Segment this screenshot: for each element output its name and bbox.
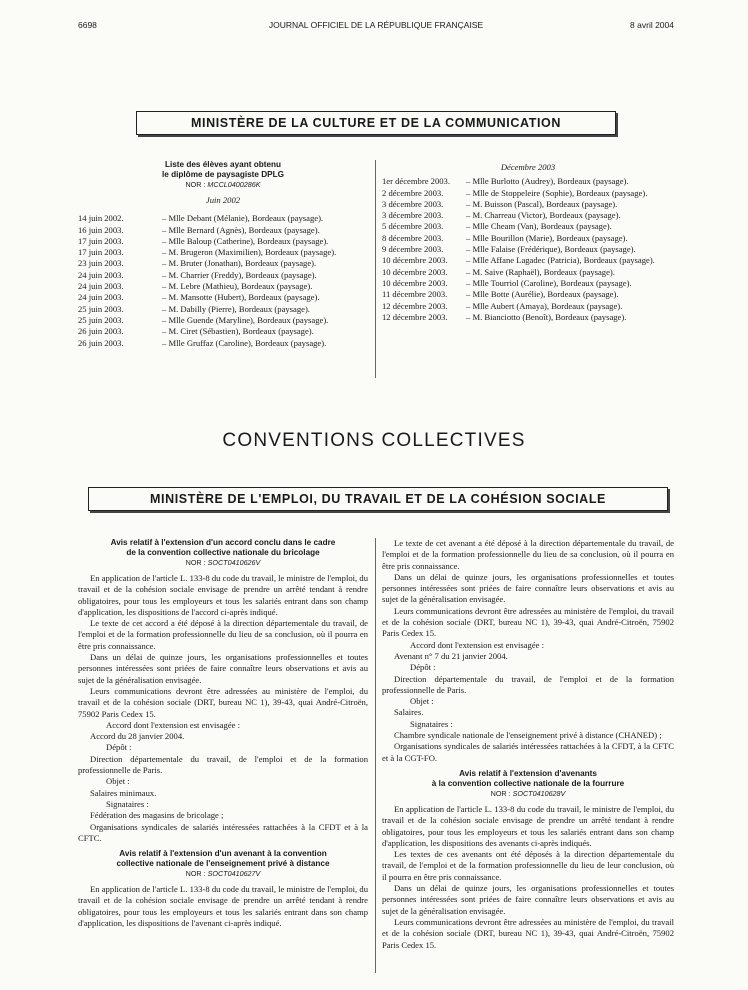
entry-date: 26 juin 2003.: [78, 337, 124, 348]
entry-date: 17 juin 2003.: [78, 235, 124, 246]
diploma-list-title: Liste des élèves ayant obtenu le diplôme de paysagiste DPLG: [162, 160, 284, 179]
column-divider: [375, 160, 376, 378]
june-heading: Juin 2002: [205, 195, 241, 205]
accord-label: Accord dont l'extension est envisagée :: [106, 719, 240, 730]
entry-name: – Mlle Bernard (Agnès), Bordeaux (paysage).: [162, 224, 320, 235]
signataires-value: Organisations syndicales de salariés intéressées rattachées à la CFDT, à la CFTC et à la CGT-FO.: [382, 741, 674, 763]
diploma-entry: [78, 326, 368, 337]
entry-name: – M. Mansotte (Hubert), Bordeaux (paysage).: [162, 292, 320, 303]
diploma-entry: [78, 304, 368, 315]
paragraph: En application de l'article L. 133-8 du code du travail, le ministre de l'emploi, du travail et de la cohésion sociale envisage de prendre un arrêté tendant à rendre obligatoires, pour tous les employeurs et tous les salariés entrant dans son champ d'application, les dispositions de l'accord ci-après indiqué.: [78, 573, 368, 617]
accord-value: Accord du 28 janvier 2004.: [90, 731, 185, 742]
diploma-entry: [78, 270, 368, 281]
entry-name: – Mlle Affane Lagadec (Patricia), Bordeaux (paysage).: [466, 255, 655, 266]
objet-label: Objet :: [106, 776, 130, 787]
journal-title: JOURNAL OFFICIEL DE LA RÉPUBLIQUE FRANÇAISE: [268, 20, 484, 30]
entry-name: – M. Bianciotto (Benoît), Bordeaux (paysage).: [466, 311, 627, 322]
paragraph: Les textes de ces avenants ont été déposés à la direction départementale du travail, de l'emploi et de la formation professionnelle du lieu de leur conclusion, où il pourra en être pris connaissance.: [382, 849, 674, 882]
paragraph: Le texte de cet avenant a été déposé à la direction départementale du travail, de l'emploi et de la formation professionnelle du lieu de sa conclusion, où il pourra en être pris connaissance.: [382, 538, 674, 571]
entry-name: – Mlle Guende (Maryline), Bordeaux (paysage).: [162, 314, 329, 325]
entry-name: – M. Lebre (Mathieu), Bordeaux (paysage).: [162, 281, 313, 292]
depot-value: Direction départementale du travail, de l'emploi et de la formation professionnelle de Paris.: [382, 673, 674, 695]
culture-right-column: [382, 160, 674, 323]
publication-date: 8 avril 2004: [630, 20, 674, 30]
accord-label: Accord dont l'extension est envisagée :: [410, 639, 544, 650]
diploma-entry: [78, 315, 368, 326]
conventions-collectives-heading: CONVENTIONS COLLECTIVES: [222, 430, 526, 451]
depot-label: Dépôt :: [410, 662, 436, 673]
depot-value: Direction départementale du travail, de l'emploi et de la formation professionnelle de Paris.: [78, 753, 368, 776]
ministry-emploi-box: MINISTÈRE DE L'EMPLOI, DU TRAVAIL ET DE LA COHÉSION SOCIALE: [88, 487, 668, 511]
diploma-entry: [382, 255, 674, 266]
avis-enseignement-title: Avis relatif à l'extension d'un avenant à la convention collective nationale de l'enseignement privé à distance: [116, 849, 330, 869]
entry-date: 24 juin 2003.: [78, 281, 124, 292]
accord-value: Avenant n° 7 du 21 janvier 2004.: [394, 650, 508, 661]
signataires-label: Signataires :: [410, 718, 453, 729]
entry-date: 10 décembre 2003.: [382, 277, 448, 288]
entry-date: 2 décembre 2003.: [382, 187, 444, 198]
entry-date: 14 juin 2002.: [78, 213, 124, 224]
entry-name: – Mlle Cheam (Van), Bordeaux (paysage).: [466, 221, 612, 232]
nor-reference: NOR : SOCT0410628V: [490, 788, 566, 798]
nor-reference: NOR : MCCL0400286K: [185, 180, 261, 189]
entry-date: 26 juin 2003.: [78, 326, 124, 337]
diploma-entry: [78, 281, 368, 292]
diploma-entry: [382, 301, 674, 312]
objet-value: Salaires minimaux.: [90, 787, 157, 798]
paragraph: Dans un délai de quinze jours, les organisations professionnelles et toutes personnes intéressées sont priées de faire connaître leurs observations et avis au sujet de la généralisation envisagée.: [382, 883, 674, 916]
avis-bricolage-title: Avis relatif à l'extension d'un accord conclu dans le cadre de la convention collective nationale du bricolage: [110, 538, 336, 557]
culture-left-column: [78, 160, 368, 349]
entry-date: 16 juin 2003.: [78, 224, 124, 235]
entry-name: – Mlle Baloup (Catherine), Bordeaux (paysage).: [162, 235, 329, 246]
entry-date: 25 juin 2003.: [78, 314, 124, 325]
diploma-entry: [382, 289, 674, 300]
signataires-value: Organisations syndicales de salariés intéressées rattachées à la CFDT et à la CFTC.: [78, 821, 368, 843]
avis-fourrure-title: Avis relatif à l'extension d'avenants à la convention collective nationale de la fourrure: [431, 768, 625, 788]
entry-name: – Mlle Botte (Aurélie), Bordeaux (paysage).: [466, 289, 619, 300]
signataires-value: Fédération des magasins de bricolage ;: [90, 810, 224, 821]
entry-name: – M. Brugeron (Maximilien), Bordeaux (paysage).: [162, 247, 337, 258]
diploma-entry: [382, 312, 674, 323]
diploma-entry: [382, 199, 674, 210]
december-entries: [382, 176, 674, 323]
paragraph: Leurs communications devront être adressées au ministère de l'emploi, du travail et de la cohésion sociale (DRT, bureau NC 1), 39-43, quai André-Citroën, 75902 Paris Cedex 15.: [382, 916, 674, 950]
diploma-entry: [382, 233, 674, 244]
diploma-entry: [382, 176, 674, 187]
paragraph: Leurs communications devront être adressées au ministère de l'emploi, du travail et de la cohésion sociale (DRT, bureau NC 1), 39-43, quai André-Citroën, 75902 Paris Cedex 15.: [382, 605, 674, 639]
diploma-entry: [78, 247, 368, 258]
paragraph: Dans un délai de quinze jours, les organisations professionnelles et toutes personnes intéressées sont priées de faire connaître leurs observations et avis au sujet de la généralisation envisagée.: [382, 571, 674, 605]
page-header: [78, 20, 674, 34]
emploi-right-column: [382, 538, 674, 951]
paragraph: En application de l'article L. 133-8 du code du travail, le ministre de l'emploi, du travail et de la cohésion sociale envisage de prendre un arrêté tendant à rendre obligatoires, pour tous les employeurs et tous les salariés entrant dans son champ d'application, les dispositions de l'avenant ci-après indiqué.: [78, 884, 368, 929]
diploma-entry: [382, 221, 674, 232]
diploma-entry: [78, 338, 368, 349]
diploma-entry: [78, 236, 368, 247]
paragraph: Le texte de cet accord a été déposé à la direction départementale du travail, de l'emploi et de la formation professionnelle du lieu de sa conclusion, où il pourra en être pris connaissance.: [78, 618, 368, 651]
objet-value: Salaires.: [394, 707, 424, 718]
entry-name: – M. Charrier (Freddy), Bordeaux (paysage).: [162, 269, 317, 280]
entry-name: – M. Charreau (Victor), Bordeaux (paysage).: [466, 210, 621, 221]
nor-reference: NOR : SOCT0410626V: [185, 558, 261, 567]
entry-name: – Mlle Gruffaz (Caroline), Bordeaux (paysage).: [162, 337, 327, 348]
entry-date: 23 juin 2003.: [78, 258, 124, 269]
entry-name: – M. Dabilly (Pierre), Bordeaux (paysage).: [162, 303, 310, 314]
signataires-label: Signataires :: [106, 798, 149, 809]
entry-date: 25 juin 2003.: [78, 303, 124, 314]
entry-name: – M. Saive (Raphaël), Bordeaux (paysage).: [466, 266, 615, 277]
diploma-entry: [78, 213, 368, 224]
entry-date: 17 juin 2003.: [78, 247, 124, 258]
depot-label: Dépôt :: [106, 742, 132, 753]
entry-name: – M. Bruter (Jonathan), Bordeaux (paysage).: [162, 258, 317, 269]
diploma-entry: [78, 292, 368, 303]
entry-date: 5 décembre 2003.: [382, 221, 444, 232]
entry-date: 24 juin 2003.: [78, 269, 124, 280]
paragraph: Dans un délai de quinze jours, les organisations professionnelles et toutes personnes intéressées sont priées de faire connaître leurs observations et avis au sujet de la généralisation envisagée.: [78, 652, 368, 685]
entry-name: – Mlle Tourriol (Caroline), Bordeaux (paysage).: [466, 277, 632, 288]
entry-date: 8 décembre 2003.: [382, 232, 444, 243]
entry-date: 12 décembre 2003.: [382, 311, 448, 322]
diploma-entry: [382, 188, 674, 199]
diploma-entry: [382, 267, 674, 278]
diploma-entry: [78, 258, 368, 269]
diploma-entry: [382, 278, 674, 289]
entry-name: – M. Ciret (Sébastien), Bordeaux (paysage).: [162, 326, 314, 337]
entry-date: 10 décembre 2003.: [382, 255, 448, 266]
entry-date: 24 juin 2003.: [78, 292, 124, 303]
objet-label: Objet :: [410, 696, 434, 707]
entry-date: 10 décembre 2003.: [382, 266, 448, 277]
entry-date: 12 décembre 2003.: [382, 300, 448, 311]
ministry-culture-box: MINISTÈRE DE LA CULTURE ET DE LA COMMUNICATION: [136, 111, 616, 135]
entry-name: – M. Buisson (Pascal), Bordeaux (paysage).: [466, 198, 618, 209]
page-number: 6698: [78, 20, 97, 30]
entry-date: 3 décembre 2003.: [382, 198, 444, 209]
diploma-entry: [382, 210, 674, 221]
diploma-entry: [382, 244, 674, 255]
signataires-value: Chambre syndicale nationale de l'enseignement privé à distance (CHANED) ;: [394, 730, 662, 741]
nor-reference: NOR : SOCT0410627V: [185, 869, 261, 879]
entry-date: 3 décembre 2003.: [382, 210, 444, 221]
entry-name: – Mlle Burlotto (Audrey), Bordeaux (paysage).: [466, 176, 629, 187]
entry-name: – Mlle Falaise (Frédérique), Bordeaux (paysage).: [466, 244, 636, 255]
paragraph: En application de l'article L. 133-8 du code du travail, le ministre de l'emploi, du travail et de la cohésion sociale envisage de prendre un arrêté tendant à rendre obligatoires, pour tous les employeurs et tous les salariés entrant dans son champ d'application, les dispositions des avenants ci-après indiqués.: [382, 803, 674, 848]
entry-date: 1er décembre 2003.: [382, 176, 451, 187]
december-heading: Décembre 2003: [500, 162, 556, 172]
emploi-left-column: [78, 538, 368, 929]
entry-date: 9 décembre 2003.: [382, 244, 444, 255]
june-entries: [78, 213, 368, 349]
entry-name: – Mlle Debant (Mélanie), Bordeaux (paysage).: [162, 213, 324, 224]
column-divider: [375, 538, 376, 973]
entry-name: – Mlle Aubert (Amaya), Bordeaux (paysage).: [466, 300, 623, 311]
entry-name: – Mlle Bourillon (Marie), Bordeaux (paysage).: [466, 232, 628, 243]
entry-name: – Mlle de Stoppeleire (Sophie), Bordeaux (paysage).: [466, 187, 648, 198]
paragraph: Leurs communications devront être adressées au ministère de l'emploi, du travail et de la cohésion sociale (DRT, bureau NC 1), 39-43, quai André-Citroën, 75902 Paris Cedex 15.: [78, 685, 368, 719]
diploma-entry: [78, 225, 368, 236]
entry-date: 11 décembre 2003.: [382, 289, 448, 300]
